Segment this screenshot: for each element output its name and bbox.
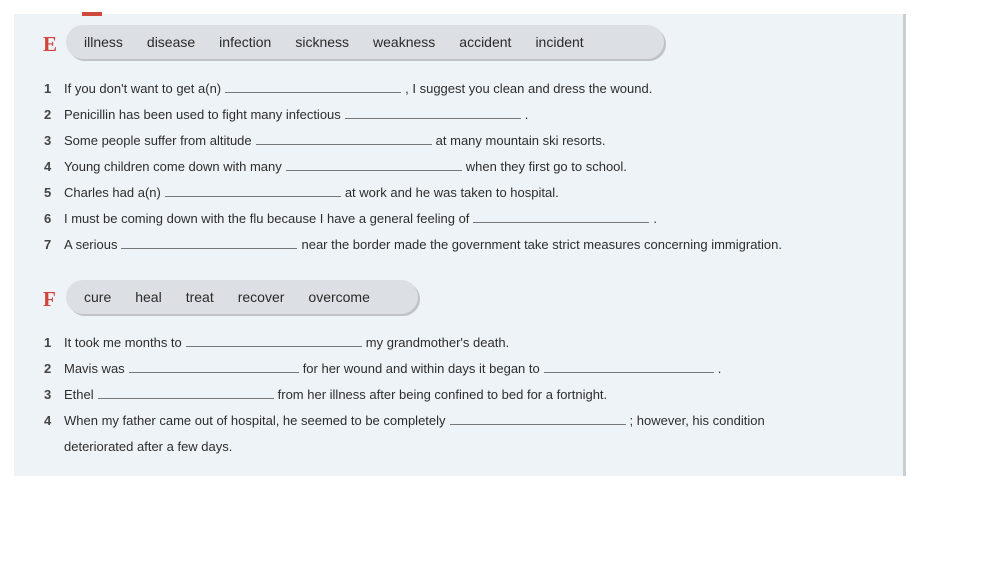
- word-option: incident: [535, 34, 584, 50]
- section-e-word-box: [66, 25, 664, 59]
- word-option: disease: [146, 34, 196, 50]
- word-option: accident: [459, 34, 512, 50]
- word-option: recover: [237, 289, 285, 305]
- answer-blank[interactable]: [98, 388, 274, 399]
- word-option: heal: [135, 289, 162, 305]
- answer-blank[interactable]: [165, 186, 341, 197]
- word-option: sickness: [295, 34, 350, 50]
- exercise-item: 2 Mavis was for her wound and within days it began to .: [44, 361, 722, 376]
- section-f-letter: F: [43, 287, 56, 311]
- exercise-item: 6 I must be coming down with the flu because I have a general feeling of .: [44, 211, 658, 226]
- exercise-item: 2 Penicillin has been used to fight many infectious .: [44, 107, 529, 122]
- word-option: cure: [84, 289, 112, 305]
- answer-blank[interactable]: [121, 238, 297, 249]
- exercise-item: 4 Young children come down with many when they first go to school.: [44, 159, 627, 174]
- exercise-item: 3 Ethel from her illness after being confined to bed for a fortnight.: [44, 387, 608, 402]
- exercise-item: 1 If you don't want to get a(n) , I suggest you clean and dress the wound.: [44, 81, 653, 96]
- exercise-item-continuation: deteriorated after a few days.: [64, 439, 233, 454]
- answer-blank[interactable]: [473, 212, 649, 223]
- exercise-item: 5 Charles had a(n) at work and he was taken to hospital.: [44, 185, 559, 200]
- answer-blank[interactable]: [129, 362, 299, 373]
- red-tab-mark: [82, 12, 102, 16]
- exercise-item: 3 Some people suffer from altitude at many mountain ski resorts.: [44, 133, 606, 148]
- answer-blank[interactable]: [186, 336, 362, 347]
- answer-blank[interactable]: [450, 414, 626, 425]
- answer-blank[interactable]: [256, 134, 432, 145]
- word-option: overcome: [308, 289, 370, 305]
- answer-blank[interactable]: [544, 362, 714, 373]
- answer-blank[interactable]: [225, 82, 401, 93]
- answer-blank[interactable]: [286, 160, 462, 171]
- word-option: infection: [219, 34, 272, 50]
- exercise-item: 4 When my father came out of hospital, he seemed to be completely ; however, his condition: [44, 413, 765, 428]
- word-option: illness: [84, 34, 123, 50]
- exercise-item: 7 A serious near the border made the government take strict measures concerning immigration.: [44, 237, 782, 252]
- section-e-letter: E: [43, 32, 58, 56]
- exercise-item: 1 It took me months to my grandmother's death.: [44, 335, 510, 350]
- word-option: weakness: [373, 34, 436, 50]
- page-edge: [903, 14, 906, 476]
- section-f-word-box: [66, 280, 418, 314]
- word-option: treat: [185, 289, 214, 305]
- answer-blank[interactable]: [345, 108, 521, 119]
